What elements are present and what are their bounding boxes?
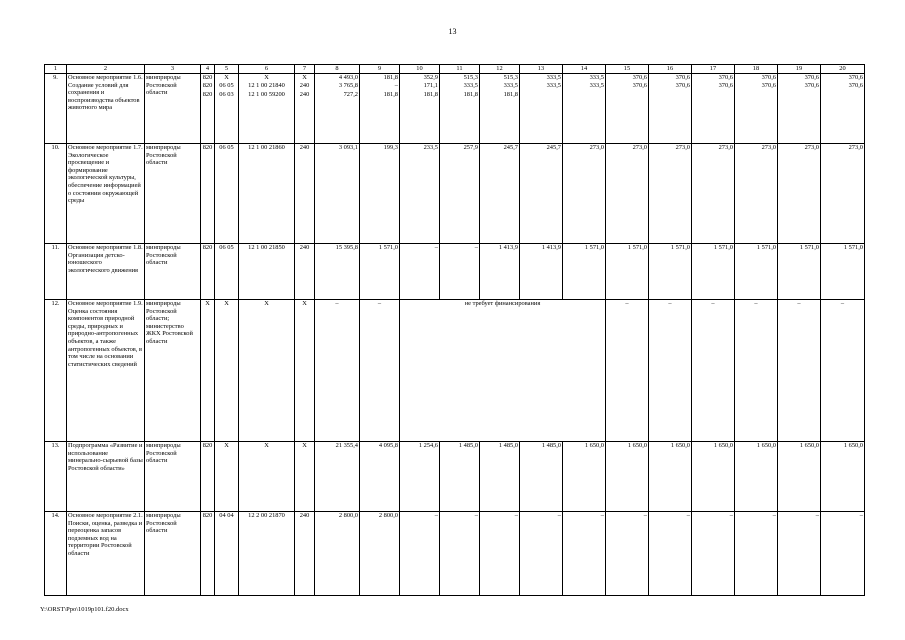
value-cell: [650, 91, 690, 99]
value-cell: 1 650,0: [778, 442, 821, 512]
activity-name: Подпрограмма «Развитие и использование минерально-сырьевой базы Ростовской области»: [67, 442, 145, 512]
table-row: [45, 244, 865, 300]
column-number: 17: [692, 65, 735, 74]
value-cell: 4 095,8: [360, 442, 400, 512]
row-number: 9.: [45, 74, 67, 144]
value-cell: –: [735, 300, 778, 442]
value-cell: 1 650,0: [563, 442, 606, 512]
column-number: 2: [67, 65, 145, 74]
value-cell: 257,9: [440, 144, 480, 244]
executor: минприроды Ростовской области: [145, 244, 201, 300]
value-cell: 820: [202, 90, 213, 98]
value-cell: 273,0: [821, 144, 865, 244]
value-cell: 820: [201, 144, 215, 244]
value-cell: 333,5: [546, 74, 561, 81]
value-cell: 1 485,0: [520, 442, 563, 512]
column-number: 20: [821, 65, 865, 74]
value-cell: 171,1: [423, 82, 438, 90]
value-cell: 273,0: [606, 144, 649, 244]
value-cell: –: [778, 300, 821, 442]
activity-name: Основное мероприятие 1.6. Создание условий для сохранения и воспроизводства объектов животного мира: [67, 74, 145, 144]
column-number: 7: [295, 65, 315, 74]
value-cell: –: [821, 512, 865, 596]
value-cell: 3 093,1: [315, 144, 360, 244]
value-cell: 820: [201, 244, 215, 300]
value-cell: 12 1 00 59200: [248, 90, 285, 98]
value-cell: 352,9: [423, 74, 438, 81]
value-cell: 727,2: [343, 90, 358, 98]
column-number: 1: [45, 65, 67, 74]
value-cell: 181,8: [503, 90, 518, 98]
value-cell: X: [295, 300, 315, 442]
value-cell-stack: [692, 74, 735, 144]
value-cell: X: [239, 442, 295, 512]
value-cell: –: [692, 300, 735, 442]
value-cell: 1 650,0: [606, 442, 649, 512]
value-cell: 1 571,0: [821, 244, 865, 300]
value-cell: 273,0: [778, 144, 821, 244]
value-cell: 245,7: [520, 144, 563, 244]
value-cell: 820: [202, 82, 213, 90]
value-cell: 1 413,9: [520, 244, 563, 300]
value-cell: 1 571,0: [606, 244, 649, 300]
value-cell: X: [302, 74, 307, 81]
column-number: 18: [735, 65, 778, 74]
value-cell: 370,6: [804, 74, 819, 81]
activity-name: Основное мероприятие 1.9. Оценка состояния компонентов природной среды, природных и природно-антропогенных объектов, а также антропогенных объектов, в том числе на основании статистических сведений: [67, 300, 145, 442]
column-number: 6: [239, 65, 295, 74]
page-number: 13: [448, 27, 457, 36]
value-cell: –: [480, 512, 520, 596]
value-cell: [822, 91, 863, 99]
value-cell: 1 571,0: [778, 244, 821, 300]
column-number: 14: [563, 65, 606, 74]
value-cell: 06 05: [219, 82, 234, 90]
row-number: 12.: [45, 300, 67, 442]
column-number: 19: [778, 65, 821, 74]
value-cell: 3 765,8: [338, 82, 358, 90]
value-cell: –: [400, 512, 440, 596]
value-cell: 2 800,0: [360, 512, 400, 596]
table-row: [45, 442, 865, 512]
value-cell: –: [440, 244, 480, 300]
value-cell: 06 05: [215, 144, 239, 244]
value-cell: 233,5: [400, 144, 440, 244]
row-number: 10.: [45, 144, 67, 244]
value-cell-stack: [520, 74, 563, 144]
row-number: 11.: [45, 244, 67, 300]
value-cell-stack: [400, 74, 440, 144]
value-cell: –: [649, 512, 692, 596]
value-cell: 06 03: [219, 90, 234, 98]
value-cell: 333,5: [503, 82, 518, 90]
value-cell: 370,6: [718, 74, 733, 81]
activity-name: Основное мероприятие 1.8. Организация детско-юношеского экологического движения: [67, 244, 145, 300]
column-number: 9: [360, 65, 400, 74]
column-number: 5: [215, 65, 239, 74]
value-cell: 1 413,9: [480, 244, 520, 300]
value-cell: –: [778, 512, 821, 596]
footer-file-path: Y:\ORST\Ppo\1019p101.f20.docx: [40, 606, 129, 613]
column-number: 8: [315, 65, 360, 74]
column-number: 10: [400, 65, 440, 74]
value-cell: –: [440, 512, 480, 596]
value-cell: 370,6: [675, 74, 690, 81]
value-cell: 1 650,0: [735, 442, 778, 512]
value-cell: 4 493,0: [338, 74, 358, 81]
value-cell: [693, 91, 733, 99]
value-cell: 820: [202, 74, 213, 81]
financing-note: не требует финансирования: [400, 300, 606, 442]
column-number: 15: [606, 65, 649, 74]
value-cell: 181,8: [423, 90, 438, 98]
value-cell: 181,8: [383, 90, 398, 98]
value-cell: 1 571,0: [649, 244, 692, 300]
value-cell: 21 355,4: [315, 442, 360, 512]
value-cell: 1 571,0: [360, 244, 400, 300]
value-cell: –: [360, 300, 400, 442]
value-cell: X: [215, 442, 239, 512]
value-cell: [779, 91, 819, 99]
value-cell: 1 650,0: [821, 442, 865, 512]
value-cell-stack: [480, 74, 520, 144]
column-number: 16: [649, 65, 692, 74]
value-cell-stack: [315, 74, 360, 144]
table-row: [45, 74, 865, 144]
value-cell-stack: [440, 74, 480, 144]
value-cell: X: [215, 300, 239, 442]
value-cell: 333,5: [463, 82, 478, 90]
value-cell: –: [735, 512, 778, 596]
value-cell: –: [394, 82, 398, 90]
value-cell: X: [239, 300, 295, 442]
value-cell-stack: [821, 74, 865, 144]
value-cell: [564, 91, 604, 99]
value-cell: 04 04: [215, 512, 239, 596]
value-cell: –: [315, 300, 360, 442]
table-row: [45, 300, 865, 442]
value-cell: [521, 91, 561, 99]
value-cell: 370,6: [632, 82, 647, 90]
value-cell: 240: [295, 244, 315, 300]
value-cell: 370,6: [675, 82, 690, 90]
value-cell: 181,8: [383, 74, 398, 81]
value-cell-stack: [563, 74, 606, 144]
value-cell: 240: [299, 90, 310, 98]
value-cell: 820: [201, 442, 215, 512]
value-cell: 2 800,0: [315, 512, 360, 596]
executor: минприроды Ростовской области: [145, 144, 201, 244]
value-cell-stack: [649, 74, 692, 144]
value-cell-stack: [735, 74, 778, 144]
column-number: 12: [480, 65, 520, 74]
column-number: 4: [201, 65, 215, 74]
budget-table: [44, 64, 865, 596]
row-number: 14.: [45, 512, 67, 596]
value-cell: 245,7: [480, 144, 520, 244]
value-cell-stack: [606, 74, 649, 144]
activity-name: Основное мероприятие 1.7. Экологическое просвещение и формирование экологической культуры, обеспечение информацией о состоянии окружающей среды: [67, 144, 145, 244]
table-row: [45, 512, 865, 596]
value-cell: 370,6: [761, 82, 776, 90]
value-cell: 1 571,0: [692, 244, 735, 300]
value-cell: 12 1 00 21850: [239, 244, 295, 300]
value-cell: 12 1 00 21840: [248, 82, 285, 90]
column-number: 3: [145, 65, 201, 74]
value-cell: 333,5: [589, 74, 604, 81]
value-cell: 370,6: [848, 82, 863, 90]
value-cell: 273,0: [692, 144, 735, 244]
value-cell: 515,3: [503, 74, 518, 81]
value-cell: [736, 91, 776, 99]
value-cell: 240: [295, 144, 315, 244]
value-cell: 370,6: [848, 74, 863, 81]
value-cell: 06 05: [215, 244, 239, 300]
value-cell: X: [295, 442, 315, 512]
value-cell: 273,0: [735, 144, 778, 244]
value-cell: 15 395,8: [315, 244, 360, 300]
value-cell: 515,3: [463, 74, 478, 81]
value-cell: –: [520, 512, 563, 596]
value-cell-stack: [295, 74, 315, 144]
value-cell: –: [692, 512, 735, 596]
value-cell: X: [201, 300, 215, 442]
column-number: 13: [520, 65, 563, 74]
value-cell-stack: [215, 74, 239, 144]
executor: минприроды Ростовской области; министерство ЖКХ Ростовской области: [145, 300, 201, 442]
value-cell: 370,6: [632, 74, 647, 81]
value-cell: 12 2 00 21870: [239, 512, 295, 596]
value-cell: 240: [295, 512, 315, 596]
value-cell-stack: [239, 74, 295, 144]
value-cell: 181,8: [463, 90, 478, 98]
value-cell: 1 485,0: [480, 442, 520, 512]
value-cell: 199,3: [360, 144, 400, 244]
value-cell: –: [649, 300, 692, 442]
value-cell: 1 650,0: [649, 442, 692, 512]
value-cell: X: [264, 74, 269, 81]
activity-name: Основное мероприятие 2.1. Поиски, оценка, разведка и переоценка запасов подземных вод на территории Ростовской области: [67, 512, 145, 596]
value-cell: –: [400, 244, 440, 300]
value-cell: –: [606, 512, 649, 596]
value-cell: 333,5: [589, 82, 604, 90]
value-cell: 273,0: [563, 144, 606, 244]
value-cell: 370,6: [718, 82, 733, 90]
value-cell-stack: [778, 74, 821, 144]
value-cell: 1 254,6: [400, 442, 440, 512]
value-cell: X: [224, 74, 229, 81]
executor: минприроды Ростовской области: [145, 442, 201, 512]
value-cell: 1 485,0: [440, 442, 480, 512]
value-cell: 12 1 00 21860: [239, 144, 295, 244]
value-cell: 240: [299, 82, 310, 90]
value-cell-stack: [201, 74, 215, 144]
row-number: 13.: [45, 442, 67, 512]
value-cell: 370,6: [761, 74, 776, 81]
value-cell: 1 571,0: [563, 244, 606, 300]
value-cell: 820: [201, 512, 215, 596]
value-cell: 333,5: [546, 82, 561, 90]
value-cell: 1 571,0: [735, 244, 778, 300]
table-row: [45, 144, 865, 244]
executor: минприроды Ростовской области: [145, 512, 201, 596]
executor: минприроды Ростовской области: [145, 74, 201, 144]
value-cell: –: [563, 512, 606, 596]
value-cell-stack: [360, 74, 400, 144]
column-number: 11: [440, 65, 480, 74]
header-row: [45, 65, 865, 74]
value-cell: 370,6: [804, 82, 819, 90]
value-cell: [607, 91, 647, 99]
value-cell: –: [821, 300, 865, 442]
value-cell: –: [606, 300, 649, 442]
value-cell: 1 650,0: [692, 442, 735, 512]
value-cell: 273,0: [649, 144, 692, 244]
